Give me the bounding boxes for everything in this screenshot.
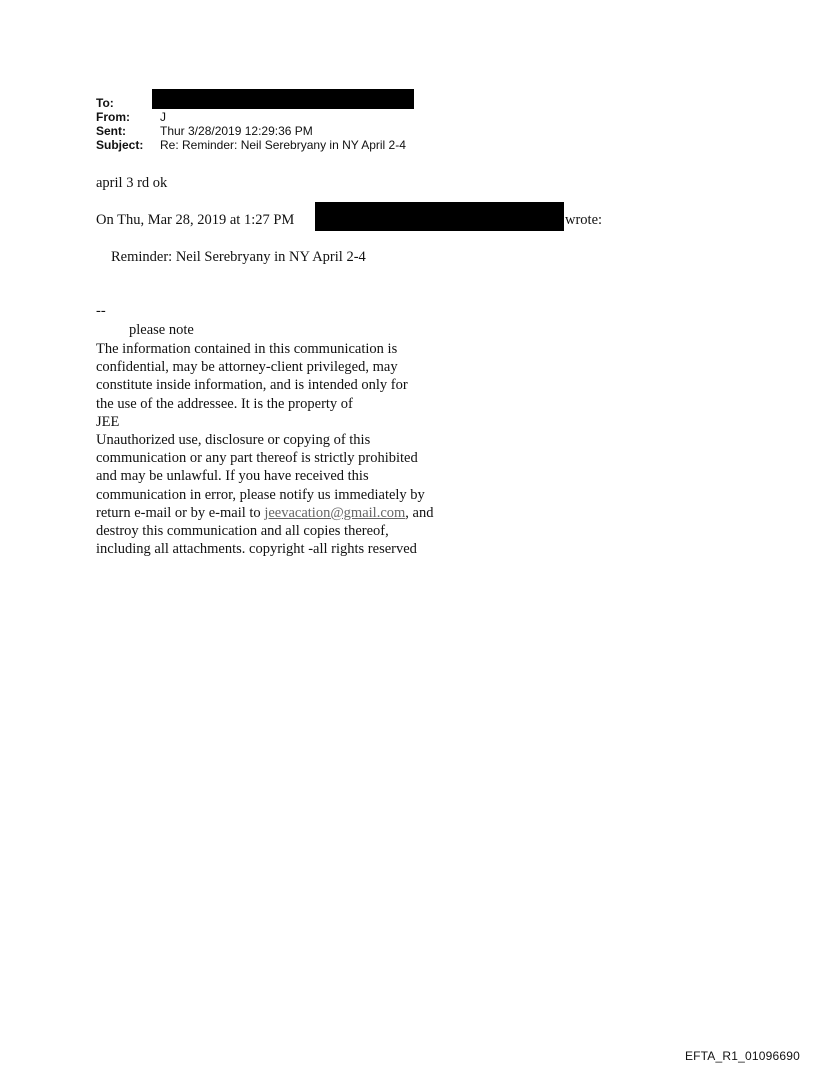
notice-line: destroy this communication and all copies thereof, (96, 523, 389, 540)
sent-row (96, 124, 406, 138)
to-label: To: (96, 96, 114, 110)
from-label: From: (96, 110, 130, 124)
notice-line: communication or any part thereof is strictly prohibited (96, 450, 418, 467)
document-id: EFTA_R1_01096690 (684, 1049, 800, 1063)
notice-line: The information contained in this communication is (96, 341, 398, 357)
email-link[interactable]: jeevacation@gmail.com (264, 504, 406, 521)
please-note: please note (129, 322, 194, 338)
sent-label: Sent: (96, 124, 126, 138)
reply-text: april 3 rd ok (96, 175, 168, 191)
quote-intro-text: On Thu, Mar 28, 2019 at 1:27 PM (96, 212, 295, 228)
confidentiality-notice (96, 340, 433, 558)
from-row (96, 110, 406, 124)
redaction-bar-recipient (152, 89, 414, 109)
notice-line: and may be unlawful. If you have received this (96, 468, 369, 485)
signature-separator: -- (96, 303, 106, 319)
notice-line: constitute inside information, and is intended only for (96, 377, 408, 394)
email-line-suffix: , and (405, 504, 434, 521)
redaction-bar-sender (315, 202, 564, 231)
notice-line: confidential, may be attorney-client privileged, may (96, 359, 398, 376)
sent-value: Thur 3/28/2019 12:29:36 PM (160, 124, 313, 138)
quoted-text: Reminder: Neil Serebryany in NY April 2-4 (111, 249, 366, 265)
notice-line-email (96, 504, 433, 522)
notice-line: the use of the addressee. It is the property of (96, 395, 353, 412)
notice-line: JEE (96, 413, 120, 430)
email-line-prefix: return e-mail or by e-mail to (96, 504, 265, 521)
notice-line: including all attachments. copyright -all rights reserved (96, 541, 417, 558)
subject-label: Subject: (96, 138, 144, 152)
notice-line: communication in error, please notify us immediately by (96, 486, 425, 503)
subject-value: Re: Reminder: Neil Serebryany in NY April 2-4 (160, 138, 406, 152)
subject-row (96, 138, 406, 152)
from-value: J (160, 110, 166, 124)
quote-intro (96, 211, 294, 229)
quote-wrote: wrote: (565, 212, 603, 228)
notice-line: Unauthorized use, disclosure or copying of this (96, 432, 371, 449)
